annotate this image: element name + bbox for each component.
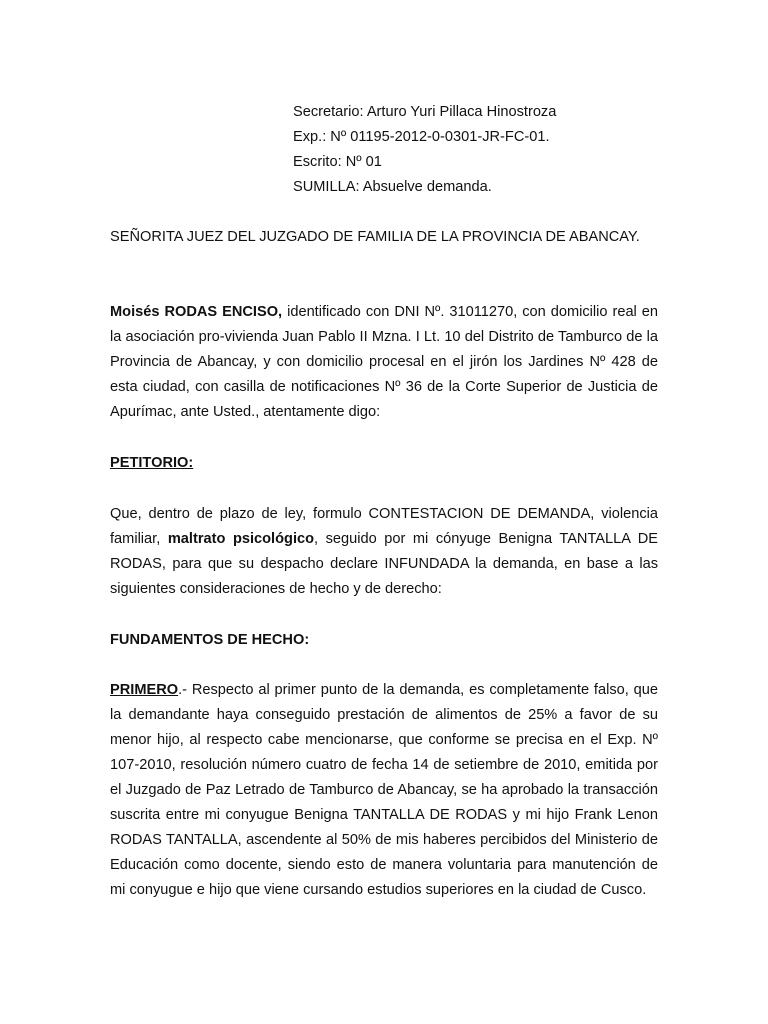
case-header: [293, 100, 556, 200]
petitorio-heading: PETITORIO:: [110, 455, 194, 471]
addressee: SEÑORITA JUEZ DEL JUZGADO DE FAMILIA DE LA PROVINCIA DE ABANCAY.: [110, 229, 640, 245]
petitorio-paragraph: [110, 502, 658, 602]
intro-paragraph: [110, 300, 658, 425]
petitorio-text-after: , seguido por mi cónyuge Benigna TANTALLA DE RODAS, para que su despacho declare INFUNDADA la demanda, en base a las siguientes consideraciones de hecho y de derecho:: [110, 531, 659, 597]
primero-paragraph: [110, 678, 658, 903]
petitorio-bold-phrase: maltrato psicológico: [167, 531, 315, 547]
sumilla-line: SUMILLA: Absuelve demanda.: [293, 179, 492, 195]
secretario-line: Secretario: Arturo Yuri Pillaca Hinostroza: [293, 104, 557, 120]
fundamentos-heading: FUNDAMENTOS DE HECHO:: [110, 632, 310, 648]
petitorio-text-before: Que, dentro de plazo de ley, formulo CONTESTACION DE DEMANDA, violencia familiar,: [110, 506, 658, 547]
primero-text: .- Respecto al primer punto de la demanda, es completamente falso, que la demandante haya conseguido prestación de alimentos de 25% a favor de su menor hijo, al respecto cabe mencionarse, que conforme se precisa en el Exp. Nº 107-2010, resolución número cuatro de fecha 14 de setiembre de 2010, emitida por el Juzgado de Paz Letrado de Tamburco de Abancay, se ha aprobado la transacción suscrita entre mi conyugue Benigna TANTALLA DE RODAS y mi hijo Frank Lenon RODAS TANTALLA, ascendente al 50% de mis haberes percibidos del Ministerio de Educación como docente, siendo esto de manera voluntaria para manutención de mi conyugue e hijo que viene cursando estudios superiores en la ciudad de Cusco.: [110, 682, 658, 898]
escrito-line: Escrito: Nº 01: [293, 154, 382, 170]
primero-label: PRIMERO: [110, 682, 179, 698]
expediente-line: Exp.: Nº 01195-2012-0-0301-JR-FC-01.: [293, 129, 550, 145]
intro-text: identificado con DNI Nº. 31011270, con domicilio real en la asociación pro-vivienda Juan Pablo II Mzna. I Lt. 10 del Distrito de Tamburco de la Provincia de Abancay, y con domicilio procesal en el jirón los Jardines Nº 428 de esta ciudad, con casilla de notificaciones Nº 36 de la Corte Superior de Justicia de Apurímac, ante Usted., atentamente digo:: [110, 304, 658, 420]
petitioner-name: Moisés RODAS ENCISO,: [110, 304, 283, 320]
